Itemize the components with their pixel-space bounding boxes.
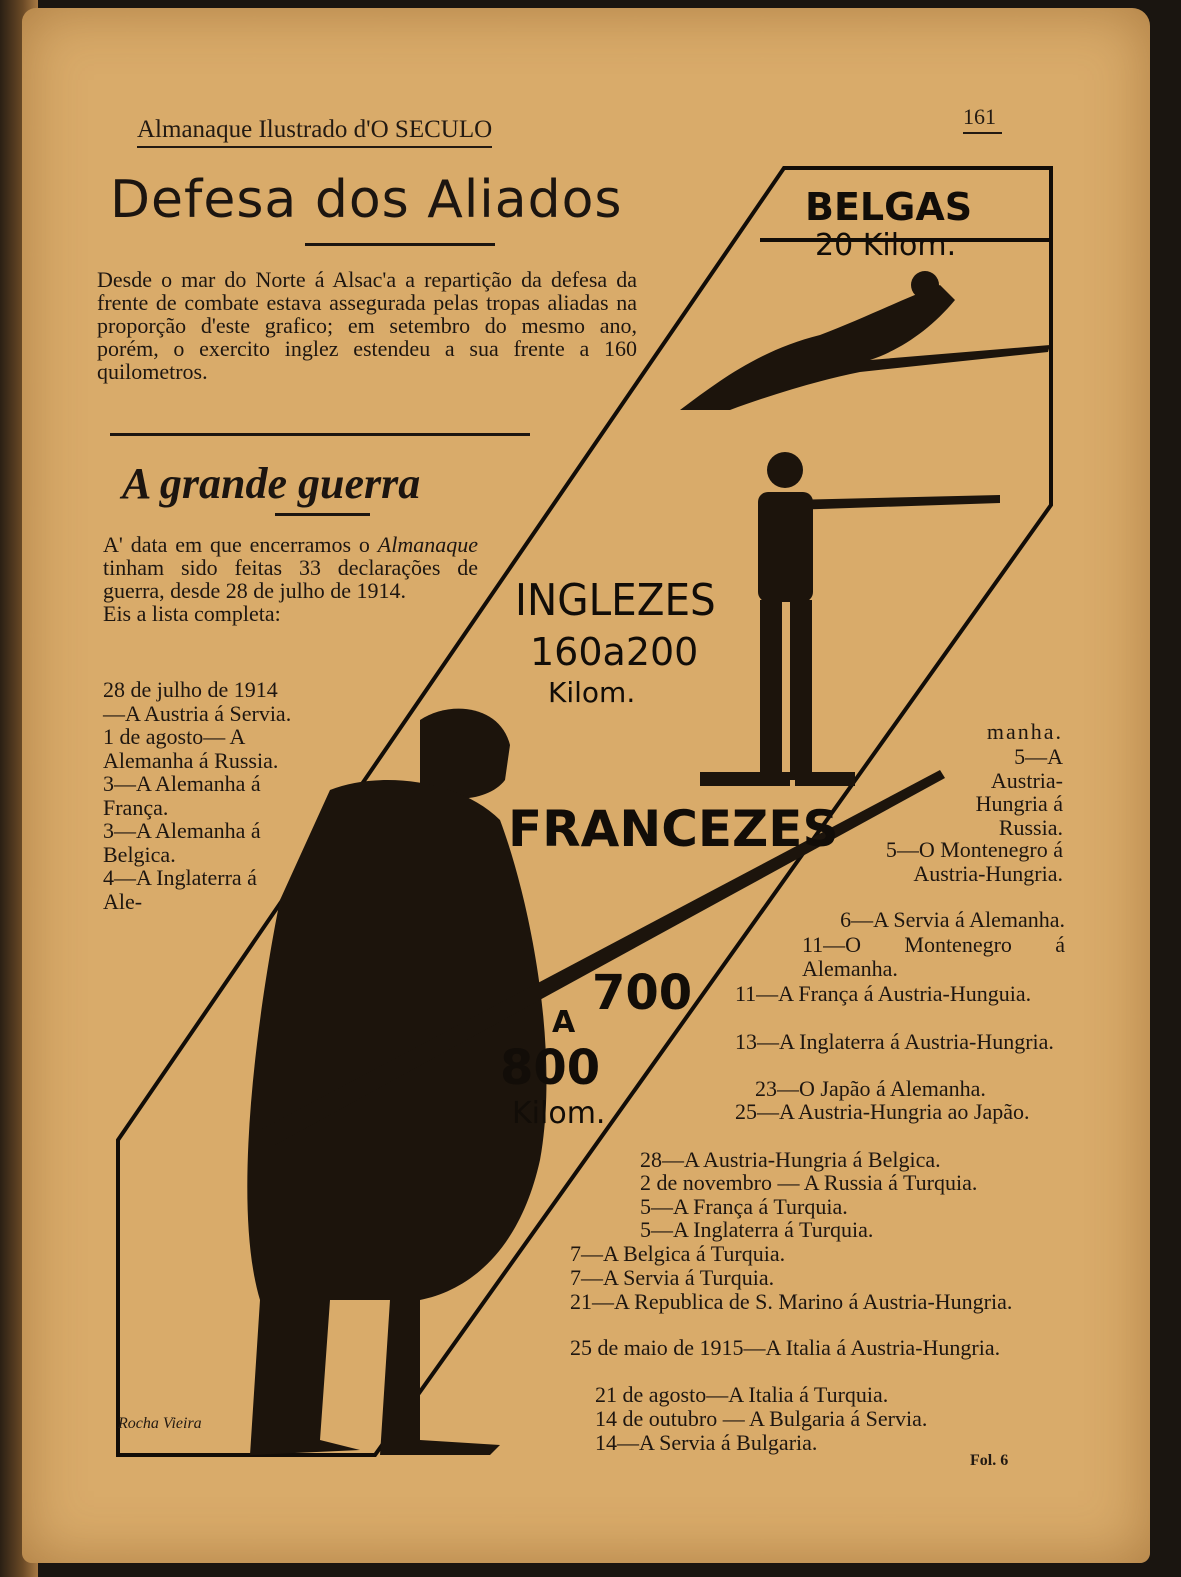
list-item: 28 de julho de 1914—A Austria á Servia. — [103, 677, 292, 726]
list-item: 25—A Austria-Hungria ao Japão. — [735, 1099, 1030, 1124]
list-item: 11—O Montenegro á Alemanha. — [802, 932, 1065, 981]
list-item: 3—A Alemanha á França. — [103, 771, 261, 820]
francezes-range-mid: A — [552, 1005, 576, 1040]
folio-mark: Fol. 6 — [970, 1452, 1009, 1469]
intro-paragraph: Desde o mar do Norte á Alsac'a a repartição da defesa da frente de combate estava assegurada pelas tropas aliadas na proporção d'este grafico; em setembro do mesmo ano, porém, o exercito inglez estendeu a sua frente a 160 quilometros. — [97, 267, 637, 384]
inglezes-range: 160a200 — [530, 630, 699, 674]
list-item: 21 de agosto—A Italia á Turquia. — [595, 1382, 889, 1407]
francezes-range-b: 800 — [500, 1040, 601, 1096]
list-item: 2 de novembro — A Russia á Turquia. — [640, 1170, 978, 1195]
list-item: 3—A Alemanha á Belgica. — [103, 818, 261, 867]
list-item: 21—A Republica de S. Marino á Austria-Hungria. — [570, 1289, 1013, 1314]
list-item: 1 de agosto— A Alemanha á Russia. — [103, 724, 279, 773]
francezes-range-a: 700 — [592, 965, 693, 1021]
list-item: 13—A Inglaterra á Austria-Hungria. — [735, 1029, 1054, 1054]
list-item: 7—A Servia á Turquia. — [570, 1265, 775, 1290]
list-item: 14—A Servia á Bulgaria. — [595, 1430, 818, 1455]
page-title: Defesa dos Aliados — [110, 170, 623, 230]
british-soldier-illustration — [700, 452, 1000, 786]
belgas-label: BELGAS — [805, 185, 973, 229]
inglezes-unit: Kilom. — [548, 676, 636, 709]
almanaque-italic: Almanaque — [377, 532, 478, 557]
list-item: 4—A Inglaterra á Ale- — [103, 865, 257, 914]
artist-signature: Rocha Vieira — [118, 1415, 202, 1432]
inglezes-label: INGLEZES — [515, 575, 716, 626]
section-heading: A grande guerra — [122, 459, 421, 508]
list-item: 28—A Austria-Hungria á Belgica. — [640, 1147, 941, 1172]
list-item: 11—A França á Austria-Hunguia. — [735, 981, 1032, 1006]
list-item: 23—O Japão á Alemanha. — [755, 1076, 986, 1101]
list-item: 5—A Inglaterra á Turquia. — [640, 1217, 874, 1242]
list-item: 14 de outubro — A Bulgaria á Servia. — [595, 1406, 928, 1431]
list-item: manha. — [986, 719, 1063, 744]
list-item: 7—A Belgica á Turquia. — [570, 1241, 786, 1266]
list-item: 5—O Montenegro á Austria-Hungria. — [885, 837, 1063, 886]
francezes-label: FRANCEZES — [508, 800, 839, 858]
intro-text-b: tinham sido feitas 33 declarações de guerra, desde 28 de julho de 1914. — [103, 555, 478, 603]
francezes-unit: Kilom. — [512, 1096, 606, 1131]
running-header: Almanaque Ilustrado d'O SECULO — [137, 116, 492, 148]
intro-text-a: A' data em que encerramos o — [103, 532, 378, 557]
page-number: 161 — [963, 104, 1002, 134]
intro-text-c: Eis a lista completa: — [103, 601, 281, 626]
list-item: 25 de maio de 1915—A Italia á Austria-Hungria. — [570, 1335, 1001, 1360]
list-item: 5—A França á Turquia. — [640, 1194, 848, 1219]
belgian-soldier-illustration — [680, 271, 1050, 410]
list-item: 5—A Austria-Hungria á Russia. — [975, 744, 1063, 840]
list-item: 6—A Servia á Alemanha. — [840, 907, 1065, 932]
belgas-range: 20 Kilom. — [815, 228, 957, 263]
